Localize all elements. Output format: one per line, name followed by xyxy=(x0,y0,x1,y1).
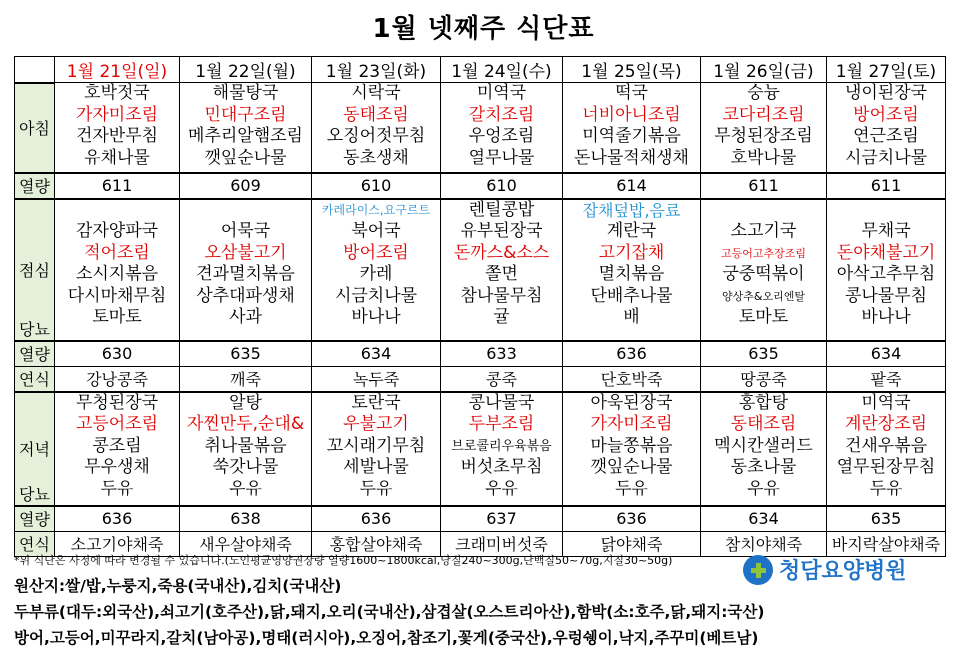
kcal-value: 635 xyxy=(180,341,312,367)
kcal-value: 634 xyxy=(701,506,827,532)
menu-item: 쫄면 xyxy=(485,264,518,284)
menu-item: 우유 xyxy=(747,478,780,499)
breakfast-row xyxy=(15,83,946,173)
kcal-value: 638 xyxy=(180,506,312,532)
menu-item: 우유 xyxy=(229,478,262,499)
menu-item: 우불고기 xyxy=(343,414,409,434)
menu-item: 콩조림 xyxy=(92,435,142,456)
diabetic-label: 당뇨 xyxy=(19,319,50,339)
lunch-row xyxy=(15,199,946,341)
kcal-value: 636 xyxy=(312,506,441,532)
menu-item: 호박나물 xyxy=(730,147,797,168)
menu-item: 아삭고추무침 xyxy=(836,264,936,284)
menu-item: 바나나 xyxy=(861,307,911,327)
date-header-row xyxy=(15,57,946,83)
origin-line-2: 두부류(대두:외국산),쇠고기(호주산),닭,돼지,오리(국내산),삼겹살(오스트리아산),함박(소:호주,닭,돼지:국산) xyxy=(14,603,765,621)
menu-item: 고등어조림 xyxy=(75,414,159,434)
menu-item: 자찐만두,순대& xyxy=(186,414,305,434)
menu-item: 동태조림 xyxy=(730,414,797,434)
menu-item: 계란장조림 xyxy=(844,414,928,434)
kcal-value: 610 xyxy=(441,173,563,199)
kcal-value: 611 xyxy=(55,173,180,199)
date-header: 1월 27일(토) xyxy=(827,57,946,83)
menu-item: 상추대파생채 xyxy=(196,285,295,306)
kcal-value: 634 xyxy=(312,341,441,367)
menu-item: 쑥갓나물 xyxy=(212,457,279,477)
menu-item: 두유 xyxy=(869,478,903,499)
menu-item: 홍합탕 xyxy=(738,392,789,413)
menu-item: 참나물무침 xyxy=(460,285,543,306)
breakfast-cell xyxy=(563,83,701,173)
menu-item: 해물탕국 xyxy=(212,83,279,103)
menu-item: 돈까스&소스 xyxy=(453,242,550,263)
snack1-row xyxy=(15,366,946,392)
breakfast-cell xyxy=(312,83,441,173)
kcal-value: 635 xyxy=(827,506,946,532)
menu-item: 어묵국 xyxy=(220,221,271,241)
menu-item: 민대구조림 xyxy=(204,104,287,125)
lunch-cell xyxy=(55,199,180,341)
breakfast-cell xyxy=(827,83,946,173)
date-header: 1월 25일(목) xyxy=(563,57,701,83)
menu-item: 너비아니조림 xyxy=(582,104,681,125)
dinner-cell xyxy=(55,392,180,506)
dinner-label xyxy=(15,392,55,506)
corner-cell xyxy=(15,57,55,83)
menu-item: 콩나물무침 xyxy=(844,285,928,306)
date-header: 1월 22일(월) xyxy=(180,57,312,83)
menu-item: 카레 xyxy=(359,264,393,284)
menu-item: 견과멸치볶음 xyxy=(196,264,295,284)
menu-item: 소고기국 xyxy=(730,221,797,241)
lunch-cell xyxy=(563,199,701,341)
menu-item: 귤 xyxy=(493,307,510,327)
date-header: 1월 26일(금) xyxy=(701,57,827,83)
dinner-cell xyxy=(312,392,441,506)
lunch-label xyxy=(15,199,55,341)
snack-item: 강낭콩죽 xyxy=(55,366,180,392)
menu-item: 적어조림 xyxy=(84,242,150,263)
menu-item: 계란국 xyxy=(606,221,657,241)
menu-item: 냉이된장국 xyxy=(844,83,928,103)
menu-item: 토마토 xyxy=(92,307,142,327)
lunch-cell xyxy=(180,199,312,341)
snack-item: 닭야채죽 xyxy=(563,531,701,556)
lunch-cell xyxy=(701,199,827,341)
snack-item: 크래미버섯죽 xyxy=(441,531,563,556)
dinner-row xyxy=(15,392,946,506)
breakfast-cell xyxy=(180,83,312,173)
medical-cross-icon xyxy=(743,555,773,585)
menu-item: 열무된장무침 xyxy=(836,457,936,477)
menu-item: 시락국 xyxy=(351,83,401,103)
menu-item: 무청된장조림 xyxy=(714,126,813,146)
snack-item: 땅콩죽 xyxy=(701,366,827,392)
hospital-logo xyxy=(743,554,907,585)
menu-item: 알탕 xyxy=(229,392,262,413)
menu-item: 토마토 xyxy=(738,307,789,327)
menu-item: 고기잡채 xyxy=(598,242,665,263)
menu-item: 열무나물 xyxy=(468,147,535,168)
menu-item: 카레라이스,요구르트 xyxy=(321,202,431,217)
menu-item: 두유 xyxy=(100,478,134,499)
kcal-label: 열량 xyxy=(15,173,55,199)
origin-line-3: 방어,고등어,미꾸라지,갈치(남아공),명태(러시아),오징어,참조기,꽃게(중국산),우렁쉥이,낙지,주꾸미(베트남) xyxy=(14,629,759,647)
kcal-value: 610 xyxy=(312,173,441,199)
kcal-value: 614 xyxy=(563,173,701,199)
snack-item: 홍합살야채죽 xyxy=(312,531,441,556)
menu-item: 건자반무침 xyxy=(75,126,159,146)
menu-item: 가자미조림 xyxy=(75,104,159,125)
snack-item: 녹두죽 xyxy=(312,366,441,392)
date-header: 1월 24일(수) xyxy=(441,57,563,83)
menu-item: 코다리조림 xyxy=(722,104,805,125)
date-header: 1월 23일(화) xyxy=(312,57,441,83)
menu-item: 사과 xyxy=(229,307,262,327)
kcal-value: 611 xyxy=(827,173,946,199)
menu-item: 유채나물 xyxy=(84,147,150,168)
menu-item: 돈나물적채생채 xyxy=(574,147,689,168)
menu-item: 잡채덮밥,음료 xyxy=(582,200,681,220)
dinner-cell xyxy=(441,392,563,506)
menu-item: 건새우볶음 xyxy=(844,435,928,456)
menu-item: 미역줄기볶음 xyxy=(582,126,681,146)
kcal-value: 636 xyxy=(563,506,701,532)
menu-item: 렌틸콩밥 xyxy=(468,199,535,220)
menu-item: 소시지볶음 xyxy=(75,264,159,284)
diabetic-label: 당뇨 xyxy=(19,484,50,504)
origin-line-1: 원산지:쌀/밥,누룽지,죽용(국내산),김치(국내산) xyxy=(14,577,342,595)
menu-item: 갈치조림 xyxy=(468,104,535,125)
menu-item: 세발나물 xyxy=(343,457,409,477)
kcal-value: 630 xyxy=(55,341,180,367)
lunch-cell xyxy=(827,199,946,341)
menu-item: 돈야채불고기 xyxy=(836,242,936,263)
menu-item: 토란국 xyxy=(351,392,401,413)
snack-item: 팥죽 xyxy=(827,366,946,392)
menu-item: 시금치나물 xyxy=(334,285,418,306)
menu-item: 미역국 xyxy=(476,83,527,103)
menu-item: 감자양파국 xyxy=(75,221,159,241)
dinner-cell xyxy=(701,392,827,506)
menu-item: 궁중떡볶이 xyxy=(722,264,805,284)
kcal-value: 635 xyxy=(701,341,827,367)
lunch-kcal-row xyxy=(15,341,946,367)
snack-item: 콩죽 xyxy=(441,366,563,392)
menu-item: 무청된장국 xyxy=(75,392,159,413)
menu-item: 시금치나물 xyxy=(844,147,928,168)
breakfast-kcal-row xyxy=(15,173,946,199)
menu-item: 오삼불고기 xyxy=(204,242,287,263)
menu-item: 연근조림 xyxy=(853,126,919,146)
menu-item xyxy=(55,200,179,222)
menu-item: 바나나 xyxy=(351,307,401,327)
snack-item: 단호박죽 xyxy=(563,366,701,392)
page-title: 1월 넷째주 식단표 xyxy=(372,14,595,44)
menu-item: 깻잎순나물 xyxy=(590,457,673,477)
menu-item: 버섯초무침 xyxy=(460,457,543,477)
menu-item: 북어국 xyxy=(351,221,401,241)
menu-item: 오징어젓무침 xyxy=(326,126,426,146)
menu-item: 메추리알햄조림 xyxy=(188,126,303,146)
menu-item: 가자미조림 xyxy=(590,414,673,434)
dinner-cell xyxy=(563,392,701,506)
kcal-value: 634 xyxy=(827,341,946,367)
menu-item: 무채국 xyxy=(861,221,911,241)
menu-item xyxy=(701,200,826,222)
menu-item: 두유 xyxy=(359,478,393,499)
menu-item: 멕시칸샐러드 xyxy=(714,435,813,456)
snack-item: 참치야채죽 xyxy=(701,531,827,556)
menu-item: 마늘쫑볶음 xyxy=(590,435,673,456)
lunch-cell xyxy=(312,199,441,341)
kcal-label: 열량 xyxy=(15,341,55,367)
kcal-value: 611 xyxy=(701,173,827,199)
lunch-label-text: 점심 xyxy=(19,261,50,280)
menu-item: 두유 xyxy=(615,478,648,499)
menu-item: 방어조림 xyxy=(343,242,409,263)
menu-item: 무우생채 xyxy=(84,457,150,477)
menu-item: 유부된장국 xyxy=(460,221,543,241)
breakfast-cell xyxy=(441,83,563,173)
snack-item: 새우살야채죽 xyxy=(180,531,312,556)
menu-item: 취나물볶음 xyxy=(204,435,287,456)
breakfast-cell xyxy=(701,83,827,173)
menu-item: 양상추&오리엔탈 xyxy=(722,289,805,303)
snack-label: 연식 xyxy=(15,531,55,556)
menu-item xyxy=(827,200,945,222)
breakfast-cell xyxy=(55,83,180,173)
menu-item: 호박젓국 xyxy=(84,83,150,103)
menu-item: 동초나물 xyxy=(730,457,797,477)
kcal-value: 609 xyxy=(180,173,312,199)
lunch-cell xyxy=(441,199,563,341)
menu-table xyxy=(14,56,946,557)
snack-item: 소고기야채죽 xyxy=(55,531,180,556)
snack-label: 연식 xyxy=(15,366,55,392)
menu-item xyxy=(180,200,311,222)
kcal-value: 633 xyxy=(441,341,563,367)
snack-item: 바지락살야채죽 xyxy=(827,531,946,556)
kcal-value: 636 xyxy=(55,506,180,532)
menu-item: 깻잎순나물 xyxy=(204,147,287,168)
menu-item: 떡국 xyxy=(615,83,648,103)
menu-item: 아욱된장국 xyxy=(590,392,673,413)
hospital-name: 청담요양병원 xyxy=(779,559,907,584)
menu-item: 두부조림 xyxy=(468,414,535,434)
menu-item: 고등어고추장조림 xyxy=(720,246,806,260)
dinner-cell xyxy=(180,392,312,506)
menu-item: 동초생채 xyxy=(343,147,409,168)
kcal-label: 열량 xyxy=(15,506,55,532)
menu-item: 우엉조림 xyxy=(468,126,535,146)
menu-item: 콩나물국 xyxy=(468,392,535,413)
menu-item: 숭늉 xyxy=(747,83,780,103)
menu-item: 단배추나물 xyxy=(590,285,673,306)
dinner-cell xyxy=(827,392,946,506)
snack-item: 깨죽 xyxy=(180,366,312,392)
menu-item: 멸치볶음 xyxy=(598,264,665,284)
footnote: *위 식단은 사정에 따라 변경될 수 있습니다.(노인평균영양권장량 열량1600~1800kcal,당질240~300g,단백질50~70g,지질30~50g) xyxy=(14,554,673,567)
dinner-kcal-row xyxy=(15,506,946,532)
kcal-value: 636 xyxy=(563,341,701,367)
menu-item: 미역국 xyxy=(861,392,911,413)
menu-item: 배 xyxy=(623,307,640,327)
kcal-value: 637 xyxy=(441,506,563,532)
menu-item: 동태조림 xyxy=(343,104,409,125)
menu-item: 브로콜리우육볶음 xyxy=(451,438,552,454)
breakfast-label: 아침 xyxy=(15,83,55,173)
menu-item: 우유 xyxy=(485,478,518,499)
menu-item: 방어조림 xyxy=(853,104,919,125)
menu-item: 꼬시래기무침 xyxy=(326,435,426,456)
menu-item: 다시마채무침 xyxy=(67,285,167,306)
date-header: 1월 21일(일) xyxy=(55,57,180,83)
dinner-label-text: 저녁 xyxy=(19,440,50,459)
